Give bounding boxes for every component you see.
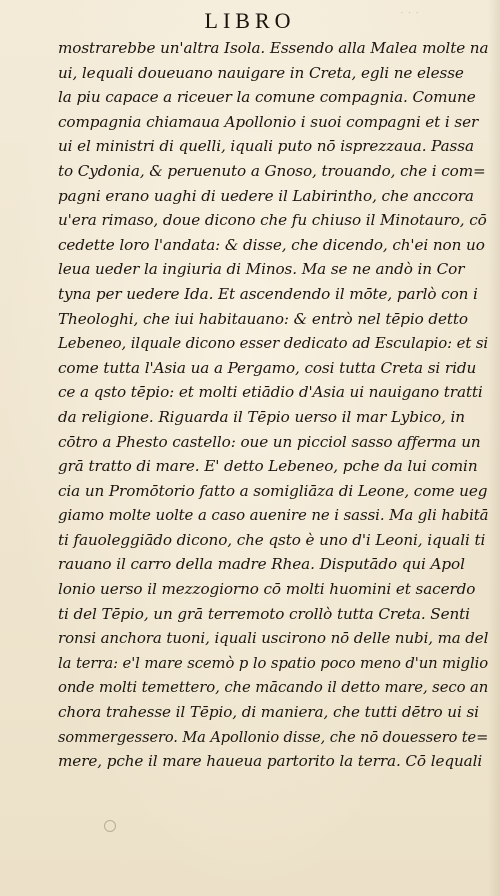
- text-line: pagni erano uaghi di uedere il Labirintho, che anccora: [58, 186, 474, 205]
- text-line: leua ueder la ingiuria di Minos. Ma se ne andò in Cor: [58, 260, 465, 279]
- text-line: sommergessero. Ma Apollonio disse, che nō douessero te=: [58, 727, 489, 746]
- text-line: come tutta l'Asia ua a Pergamo, cosi tutta Creta si ridu: [58, 358, 477, 377]
- text-line: ronsi anchora tuoni, iquali uscirono nō delle nubi, ma del: [58, 629, 489, 648]
- text-line: tyna per uedere Ida. Et ascendendo il mōte, parlò con i: [58, 284, 478, 303]
- text-line: ti fauoleggiādo dicono, che qsto è uno d'i Leoni, iquali ti: [58, 530, 486, 549]
- running-header: LIBRO: [204, 8, 296, 33]
- text-line: Lebeneo, ilquale dicono esser dedicato ad Esculapio: et si: [58, 334, 488, 353]
- text-line: compagnia chiamaua Apollonio i suoi compagni et i ser: [58, 112, 479, 131]
- faint-ring-mark: [104, 820, 116, 832]
- text-line: mostrarebbe un'altra Isola. Essendo alla Malea molte na: [58, 39, 489, 57]
- page-edge-shadow: [488, 0, 500, 896]
- text-line: cia un Promōtorio fatto a somigliāza di Leone, come ueg: [58, 481, 488, 500]
- text-line: chora trahesse il Tēpio, di maniera, che tutti dētro ui si: [58, 703, 479, 722]
- text-line: la piu capace a riceuer la comune compagnia. Comune: [58, 88, 476, 107]
- text-line: Theologhi, che iui habitauano: & entrò nel tēpio detto: [58, 309, 468, 328]
- text-line: lonio uerso il mezzogiorno cō molti huomini et sacerdo: [58, 580, 476, 599]
- text-line: grā tratto di mare. E' detto Lebeneo, pche da lui comin: [58, 457, 478, 476]
- body-text: [58, 36, 488, 774]
- text-line: ui el ministri di quelli, iquali puto nō isprezzaua. Passa: [58, 137, 474, 156]
- text-line: cōtro a Phesto castello: oue un picciol sasso afferma un: [58, 432, 481, 451]
- text-line: rauano il carro della madre Rhea. Disputādo qui Apol: [58, 555, 465, 574]
- text-line: mere, pche il mare haueua partorito la terra. Cō lequali: [58, 752, 483, 771]
- text-line: ce a qsto tēpio: et molti etiādio d'Asia ui nauigano tratti: [58, 383, 483, 402]
- text-line: onde molti temettero, che mācando il detto mare, seco an: [58, 678, 489, 697]
- text-line: da religione. Riguarda il Tēpio uerso il mar Lybico, in: [58, 407, 465, 426]
- show-through-ink: · · ·: [400, 6, 420, 20]
- text-line: la terra: e'l mare scemò p lo spatio poco meno d'un miglio: [58, 653, 489, 672]
- text-line: cedette loro l'andata: & disse, che dicendo, ch'ei non uo: [58, 235, 485, 254]
- text-line: u'era rimaso, doue dicono che fu chiuso il Minotauro, cō: [58, 211, 487, 230]
- text-line: giamo molte uolte a caso auenire ne i sassi. Ma gli habitā: [58, 506, 489, 525]
- text-line: to Cydonia, & peruenuto a Gnoso, trouando, che i com=: [58, 161, 486, 180]
- text-line: ui, lequali doueuano nauigare in Creta, egli ne elesse: [58, 63, 464, 82]
- text-line: ti del Tēpio, un grā terremoto crollò tutta Creta. Senti: [58, 604, 470, 623]
